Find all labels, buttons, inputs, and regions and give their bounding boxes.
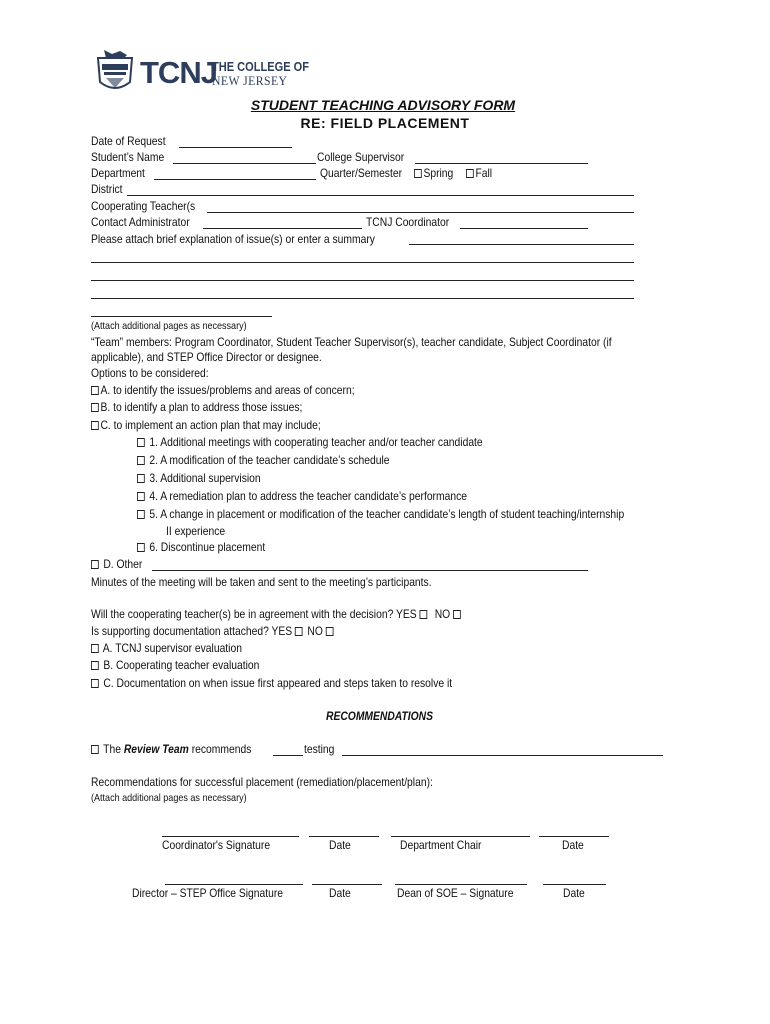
date-3-label: Date (329, 886, 351, 900)
recommends-blank-field[interactable] (273, 755, 303, 756)
form-subtitle: RE: FIELD PLACEMENT (300, 115, 470, 131)
logo-mark: TCNJ (140, 55, 217, 90)
option-d[interactable] (91, 557, 142, 571)
option-d-checkbox[interactable] (91, 560, 99, 569)
documentation-no-checkbox[interactable] (326, 627, 334, 636)
sub-option-2[interactable] (137, 453, 390, 467)
team-members-line-2: applicable), and STEP Office Director or designee. (91, 350, 322, 364)
coordinator-signature-line[interactable] (162, 836, 299, 837)
date-2-label: Date (562, 838, 584, 852)
option-b-label: B. to identify a plan to address those issues; (100, 400, 303, 414)
form-title: STUDENT TEACHING ADVISORY FORM (250, 97, 516, 113)
agreement-no-checkbox[interactable] (453, 610, 461, 619)
option-c[interactable] (91, 418, 321, 432)
college-seal-icon (94, 48, 136, 96)
sub-option-4-checkbox[interactable] (137, 492, 145, 501)
summary-line-3[interactable] (91, 280, 634, 281)
spring-label: Spring (423, 166, 454, 180)
options-heading: Options to be considered: (91, 366, 209, 380)
quarter-semester-label: Quarter/Semester (320, 166, 403, 180)
documentation-question-label: Is supporting documentation attached? YES (91, 624, 293, 638)
option-b[interactable] (91, 400, 302, 414)
students-name-label: Student’s Name (91, 150, 165, 164)
date-of-request-label: Date of Request (91, 134, 166, 148)
doc-option-a-label: A. TCNJ supervisor evaluation (102, 641, 242, 655)
sub-option-5[interactable] (137, 507, 624, 521)
summary-line-2[interactable] (91, 262, 634, 263)
department-chair-line[interactable] (391, 836, 530, 837)
department-label: Department (91, 166, 145, 180)
summary-line-5[interactable] (91, 316, 272, 317)
date-1-line[interactable] (309, 836, 379, 837)
doc-option-c-label: C. Documentation on when issue first appeared and steps taken to resolve it (103, 676, 453, 690)
minutes-note: Minutes of the meeting will be taken and sent to the meeting’s participants. (91, 575, 432, 589)
review-team-checkbox[interactable] (91, 745, 99, 754)
documentation-question (91, 624, 335, 638)
option-b-checkbox[interactable] (91, 403, 99, 412)
district-field[interactable] (127, 195, 634, 196)
doc-option-b-label: B. Cooperating teacher evaluation (103, 658, 260, 672)
logo-line-2: NEW JERSEY (212, 73, 288, 88)
the-label: The (103, 742, 121, 756)
department-chair-label: Department Chair (400, 838, 482, 852)
district-label: District (91, 182, 123, 196)
doc-option-b-checkbox[interactable] (91, 661, 99, 670)
option-a-label: A. to identify the issues/problems and areas of concern; (100, 383, 355, 397)
option-c-label: C. to implement an action plan that may include; (100, 418, 321, 432)
department-field[interactable] (154, 179, 316, 180)
review-team-label: Review Team (123, 742, 189, 756)
sub-option-3-label: 3. Additional supervision (149, 471, 261, 485)
tcnj-coordinator-field[interactable] (460, 228, 588, 229)
sub-option-5-label: 5. A change in placement or modification of the teacher candidate’s length of student teaching/internship (149, 507, 625, 521)
recommendations-heading: RECOMMENDATIONS (326, 709, 434, 723)
documentation-yes-checkbox[interactable] (295, 627, 303, 636)
students-name-field[interactable] (173, 163, 316, 164)
team-members-line-1: “Team” members: Program Coordinator, Student Teacher Supervisor(s), teacher candidate, Subject Coordinator (if (91, 335, 612, 349)
option-d-label: D. Other (103, 557, 143, 571)
testing-label: testing (304, 742, 335, 756)
option-a[interactable] (91, 383, 355, 397)
sub-option-1-label: 1. Additional meetings with cooperating teacher and/or teacher candidate (149, 435, 483, 449)
agreement-question (91, 607, 463, 621)
spring-checkbox[interactable] (414, 169, 422, 178)
dean-signature-label: Dean of SOE – Signature (397, 886, 514, 900)
doc-option-a[interactable] (91, 641, 242, 655)
contact-administrator-label: Contact Administrator (91, 215, 190, 229)
sub-option-1-checkbox[interactable] (137, 438, 145, 447)
sub-option-4[interactable] (137, 489, 467, 503)
option-c-checkbox[interactable] (91, 421, 99, 430)
logo-line-1: THE COLLEGE OF (212, 59, 310, 74)
option-a-checkbox[interactable] (91, 386, 99, 395)
successful-placement-label: Recommendations for successful placement (remediation/placement/plan): (91, 775, 433, 789)
sub-option-1[interactable] (137, 435, 483, 449)
doc-option-c[interactable] (91, 676, 452, 690)
doc-option-b[interactable] (91, 658, 259, 672)
sub-option-3[interactable] (137, 471, 261, 485)
sub-option-4-label: 4. A remediation plan to address the teacher candidate’s performance (149, 489, 467, 503)
attach-note-2: (Attach additional pages as necessary) (91, 792, 247, 804)
fall-checkbox[interactable] (466, 169, 474, 178)
testing-field[interactable] (342, 755, 663, 756)
director-signature-line[interactable] (165, 884, 303, 885)
cooperating-teacher-field[interactable] (207, 212, 634, 213)
sub-option-3-checkbox[interactable] (137, 474, 145, 483)
sub-option-2-label: 2. A modification of the teacher candidate’s schedule (149, 453, 390, 467)
summary-prompt: Please attach brief explanation of issue(s) or enter a summary (91, 232, 375, 246)
agreement-no-label: NO (434, 607, 451, 621)
attach-note: (Attach additional pages as necessary) (91, 320, 247, 332)
summary-line-1[interactable] (409, 244, 634, 245)
sub-option-2-checkbox[interactable] (137, 456, 145, 465)
sub-option-6-label: 6. Discontinue placement (149, 540, 266, 554)
review-team-recommendation[interactable] (91, 742, 251, 756)
dean-signature-line[interactable] (395, 884, 527, 885)
doc-option-a-checkbox[interactable] (91, 644, 99, 653)
college-supervisor-field[interactable] (415, 163, 588, 164)
cooperating-teacher-label: Cooperating Teacher(s (91, 199, 196, 213)
sub-option-5-checkbox[interactable] (137, 510, 145, 519)
spring-option[interactable] (414, 166, 453, 180)
summary-line-4[interactable] (91, 298, 634, 299)
date-of-request-field[interactable] (179, 147, 292, 148)
sub-option-6-checkbox[interactable] (137, 543, 145, 552)
college-supervisor-label: College Supervisor (317, 150, 405, 164)
date-4-line[interactable] (543, 884, 606, 885)
director-signature-label: Director – STEP Office Signature (132, 886, 284, 900)
sub-option-5-continued: II experience (166, 524, 226, 538)
doc-option-c-checkbox[interactable] (91, 679, 99, 688)
contact-administrator-field[interactable] (203, 228, 362, 229)
sub-option-6[interactable] (137, 540, 265, 554)
tcnj-coordinator-label: TCNJ Coordinator (366, 215, 450, 229)
coordinator-signature-label: Coordinator's Signature (162, 838, 271, 852)
option-d-field[interactable] (152, 570, 588, 571)
date-1-label: Date (329, 838, 351, 852)
fall-option[interactable] (466, 166, 492, 180)
fall-label: Fall (475, 166, 493, 180)
documentation-no-label: NO (307, 624, 323, 638)
date-4-label: Date (563, 886, 585, 900)
recommends-label: recommends (191, 742, 252, 756)
agreement-yes-checkbox[interactable] (420, 610, 428, 619)
date-2-line[interactable] (539, 836, 609, 837)
agreement-question-label: Will the cooperating teacher(s) be in agreement with the decision? YES (91, 607, 417, 621)
date-3-line[interactable] (312, 884, 382, 885)
